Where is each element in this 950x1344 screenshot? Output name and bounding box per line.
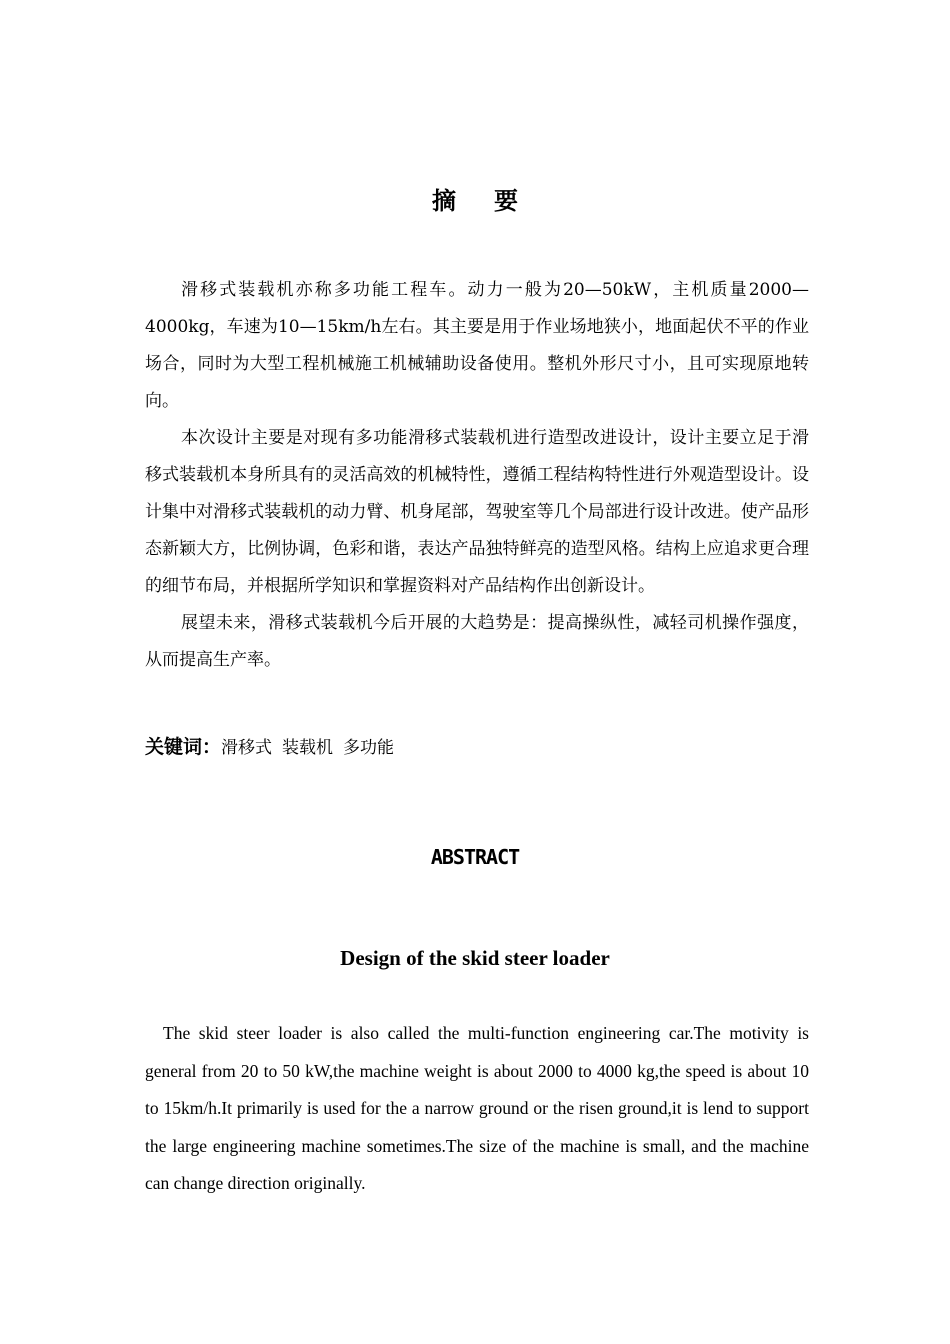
keyword-item: 装载机 bbox=[282, 738, 334, 758]
keywords-line bbox=[145, 730, 809, 765]
keyword-item: 多功能 bbox=[343, 738, 395, 758]
keywords-label: 关键词： bbox=[145, 736, 222, 758]
chinese-abstract-paragraph-2: 本次设计主要是对现有多功能滑移式装载机进行造型改进设计，设计主要立足于滑移式装载机本身所具有的灵活高效的机械特性，遵循工程结构特性进行外观造型设计。设计集中对滑移式装载机的动力臂、机身尾部，驾驶室等几个局部进行设计改进。使产品形态新颖大方，比例协调，色彩和谐，表达产品独特鲜亮的造型风格。结构上应追求更合理的细节布局，并根据所学知识和掌握资料对产品结构作出创新设计。 bbox=[145, 428, 809, 596]
chinese-abstract-body bbox=[145, 272, 809, 679]
english-abstract-subtitle: Design of the skid steer loader bbox=[340, 946, 610, 970]
keyword-item: 滑移式 bbox=[221, 738, 273, 758]
chinese-abstract-paragraph-3: 展望未来，滑移式装载机今后开展的大趋势是：提高操纵性，减轻司机操作强度，从而提高生产率。 bbox=[145, 613, 809, 670]
english-abstract-heading: ABSTRACT bbox=[430, 845, 520, 869]
chinese-abstract-paragraph-1: 滑移式装载机亦称多功能工程车。动力一般为20—50kW，主机质量2000—4000kg，车速为10—15km/h左右。其主要是用于作业场地狭小，地面起伏不平的作业场合，同时为大型工程机械施工机械辅助设备使用。整机外形尺寸小，且可实现原地转向。 bbox=[145, 280, 809, 411]
chinese-abstract-title: 摘要 bbox=[432, 187, 556, 215]
english-abstract-body bbox=[145, 1015, 809, 1203]
english-abstract-paragraph: The skid steer loader is also called the multi-function engineering car.The motivity is general from 20 to 50 kW,the machine weight is about 2000 to 4000 kg,the speed is about 10 to 15km/h.It primarily is used for the a narrow ground or the risen ground,it is lend to support the large engineering machine sometimes.The size of the machine is small, and the machine can change direction originally. bbox=[145, 1023, 809, 1193]
